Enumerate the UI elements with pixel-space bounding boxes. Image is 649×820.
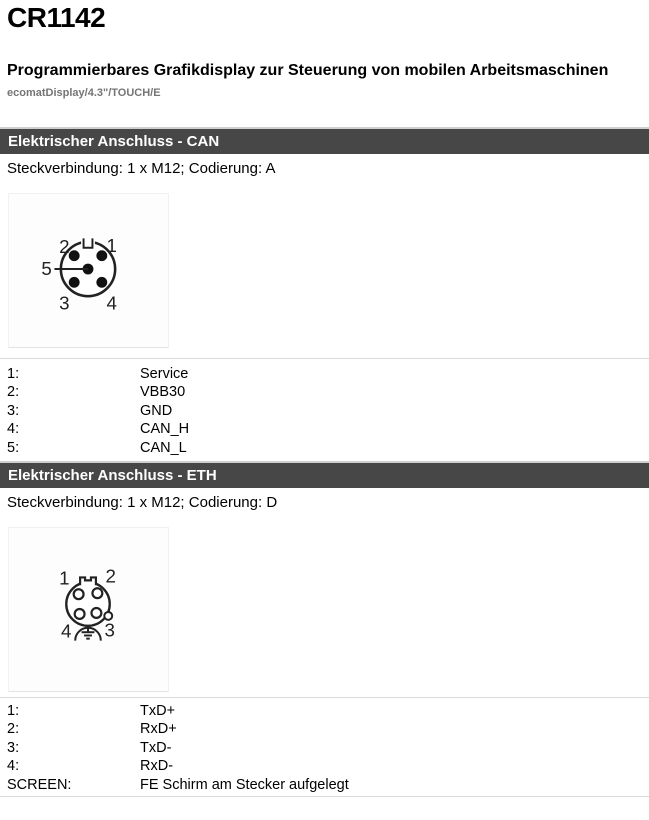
pin-number: 3: [7,739,20,756]
eth-pin-label-3: 3 [104,619,115,641]
m12-a-coded-connector-icon [9,194,168,347]
pin-row [7,365,649,383]
eth-pin-label-2: 2 [105,565,116,587]
pin-signal: TxD- [140,739,172,756]
functional-earth-icon [75,627,101,641]
can-pin-label-2: 2 [59,236,70,258]
pin-signal: TxD+ [140,703,176,720]
eth-pin-label-4: 4 [61,620,72,642]
pin-number: 4: [7,421,20,438]
pin-number: 3: [7,402,20,419]
pin-signal: GND [140,402,173,419]
pin-row [7,720,649,738]
pin-row [7,402,649,420]
can-connector-diagram [8,193,169,348]
pin-number: 5: [7,439,20,456]
pin-number: 1: [7,366,20,382]
pin-signal: RxD+ [140,721,177,738]
pin-number: SCREEN: [7,776,72,793]
pin-signal: CAN_H [140,421,190,438]
pin-row [7,383,649,401]
pin-signal: Service [140,366,189,382]
pin-signal: FE Schirm am Stecker aufgelegt [140,776,349,793]
pin-row [7,739,649,757]
pin-signal: CAN_L [140,439,187,456]
eth-pin-table [7,702,649,794]
pin-number: 2: [7,721,20,738]
pin-row [7,420,649,438]
pin-number: 1: [7,703,20,720]
product-family: ecomatDisplay/4.3"/TOUCH/E [7,87,161,99]
can-pin-label-4: 4 [106,292,117,314]
can-pin-table [7,365,649,457]
divider [0,358,649,359]
article-number: CR1142 [7,2,106,33]
can-pin-label-1: 1 [106,235,117,257]
pin-number: 2: [7,384,20,401]
can-pin-label-5: 5 [41,257,52,279]
product-title: Programmierbares Grafikdisplay zur Steuerung von mobilen Arbeitsmaschinen [7,62,609,79]
pin-row [7,439,649,457]
pin-signal: VBB30 [140,384,186,401]
section-header-eth: Elektrischer Anschluss - ETH [0,461,649,488]
divider [0,796,649,797]
connector-note-can: Steckverbindung: 1 x M12; Codierung: A [7,160,276,177]
m12-d-coded-connector-icon [9,528,168,691]
pin-row [7,702,649,720]
section-header-can: Elektrischer Anschluss - CAN [0,127,649,154]
eth-pin-label-1: 1 [59,567,70,589]
pin-row [7,757,649,775]
divider [0,697,649,698]
pin-row [7,776,649,794]
eth-connector-diagram [8,527,169,692]
connector-note-eth: Steckverbindung: 1 x M12; Codierung: D [7,494,278,512]
pin-signal: RxD- [140,758,174,775]
pin-number: 4: [7,758,20,775]
can-pin-label-3: 3 [59,292,70,314]
